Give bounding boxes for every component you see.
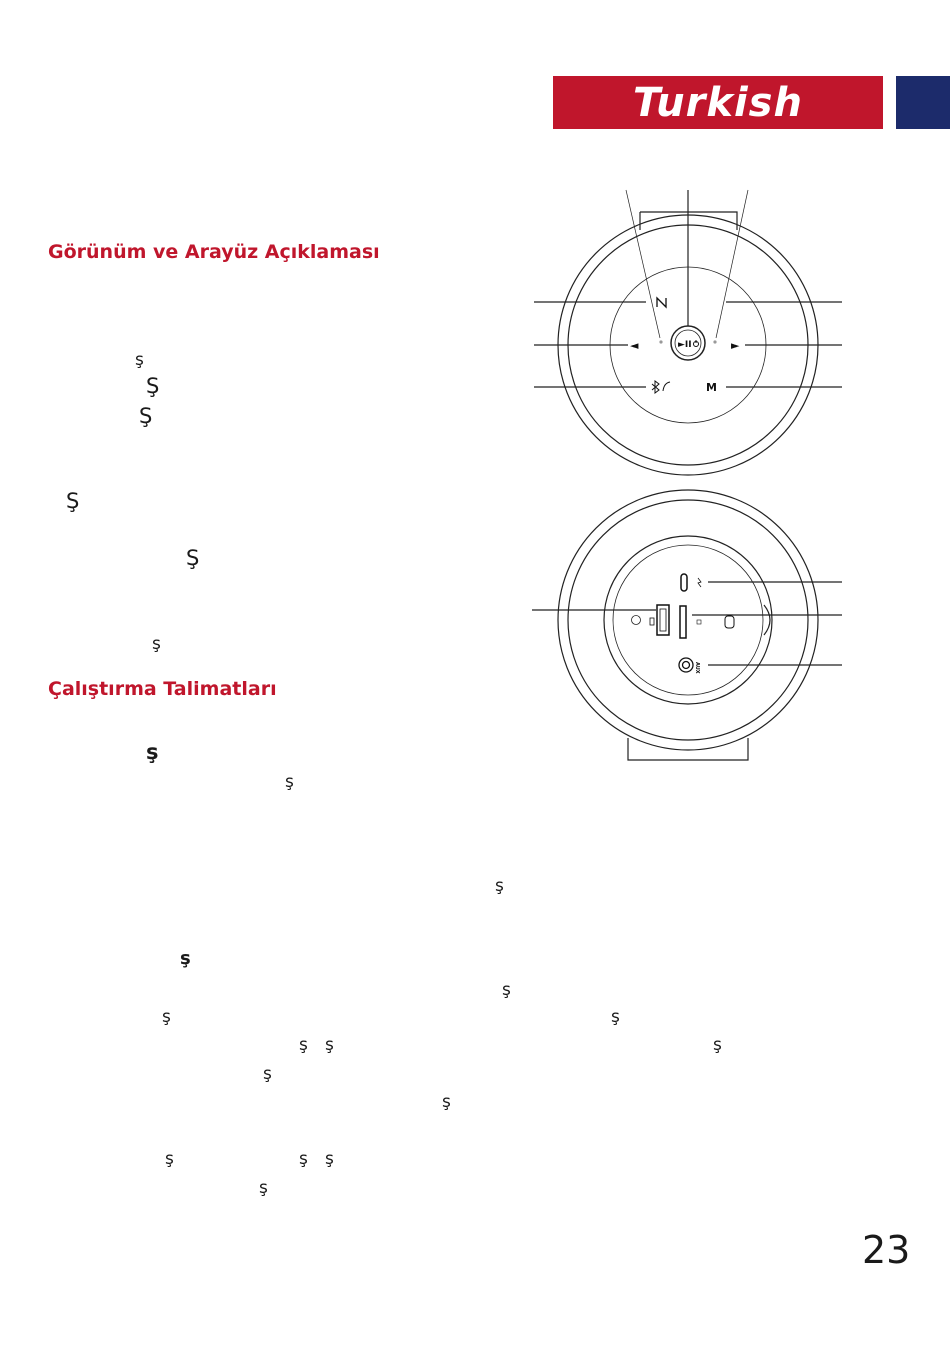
text-fragment: Ş (186, 546, 200, 570)
text-fragment: Ş (66, 489, 80, 513)
usb-port (657, 605, 669, 635)
speaker-bottom-view (532, 490, 842, 760)
text-fragment: ş (299, 1035, 308, 1055)
operation-heading: Çalıştırma Talimatları (48, 678, 277, 700)
text-fragment: ş (152, 634, 161, 654)
text-fragment: ş (502, 980, 511, 1000)
text-fragment: ş (180, 948, 191, 969)
page-number: 23 (862, 1228, 911, 1272)
light-icon (725, 615, 734, 628)
text-fragment: ş (135, 350, 144, 370)
micro-sd-slot (680, 606, 686, 638)
sd-card-icon (697, 620, 701, 624)
charging-port (681, 574, 687, 591)
bluetooth-phone-icon (652, 381, 670, 393)
speaker-top-view (534, 190, 842, 475)
text-fragment: ş (299, 1149, 308, 1169)
previous-label: ◄ (630, 339, 639, 352)
usb-icon (650, 618, 654, 625)
text-fragment: ş (713, 1035, 722, 1055)
text-fragment: Ş (139, 404, 153, 428)
text-fragment: ş (146, 740, 159, 764)
text-fragment: Ş (146, 374, 160, 398)
text-fragment: ş (495, 876, 504, 896)
text-fragment: ş (165, 1149, 174, 1169)
text-fragment: ş (442, 1092, 451, 1112)
text-fragment: ş (611, 1007, 620, 1027)
text-fragment: ş (325, 1035, 334, 1055)
language-label: Turkish (633, 80, 803, 126)
play-pause-label: ►II (678, 340, 692, 350)
aux-label: AUX (694, 662, 700, 674)
text-fragment: ş (325, 1149, 334, 1169)
next-label: ► (731, 339, 740, 352)
appearance-heading: Görünüm ve Arayüz Açıklaması (48, 241, 380, 263)
text-fragment: ş (263, 1064, 272, 1084)
aux-port (679, 658, 693, 672)
text-fragment: ş (162, 1007, 171, 1027)
power-icon (694, 340, 699, 347)
text-fragment: ş (259, 1178, 268, 1198)
charge-icon (698, 578, 701, 587)
nfc-icon (657, 298, 666, 307)
mode-label: M (706, 381, 717, 394)
text-fragment: ş (285, 772, 294, 792)
